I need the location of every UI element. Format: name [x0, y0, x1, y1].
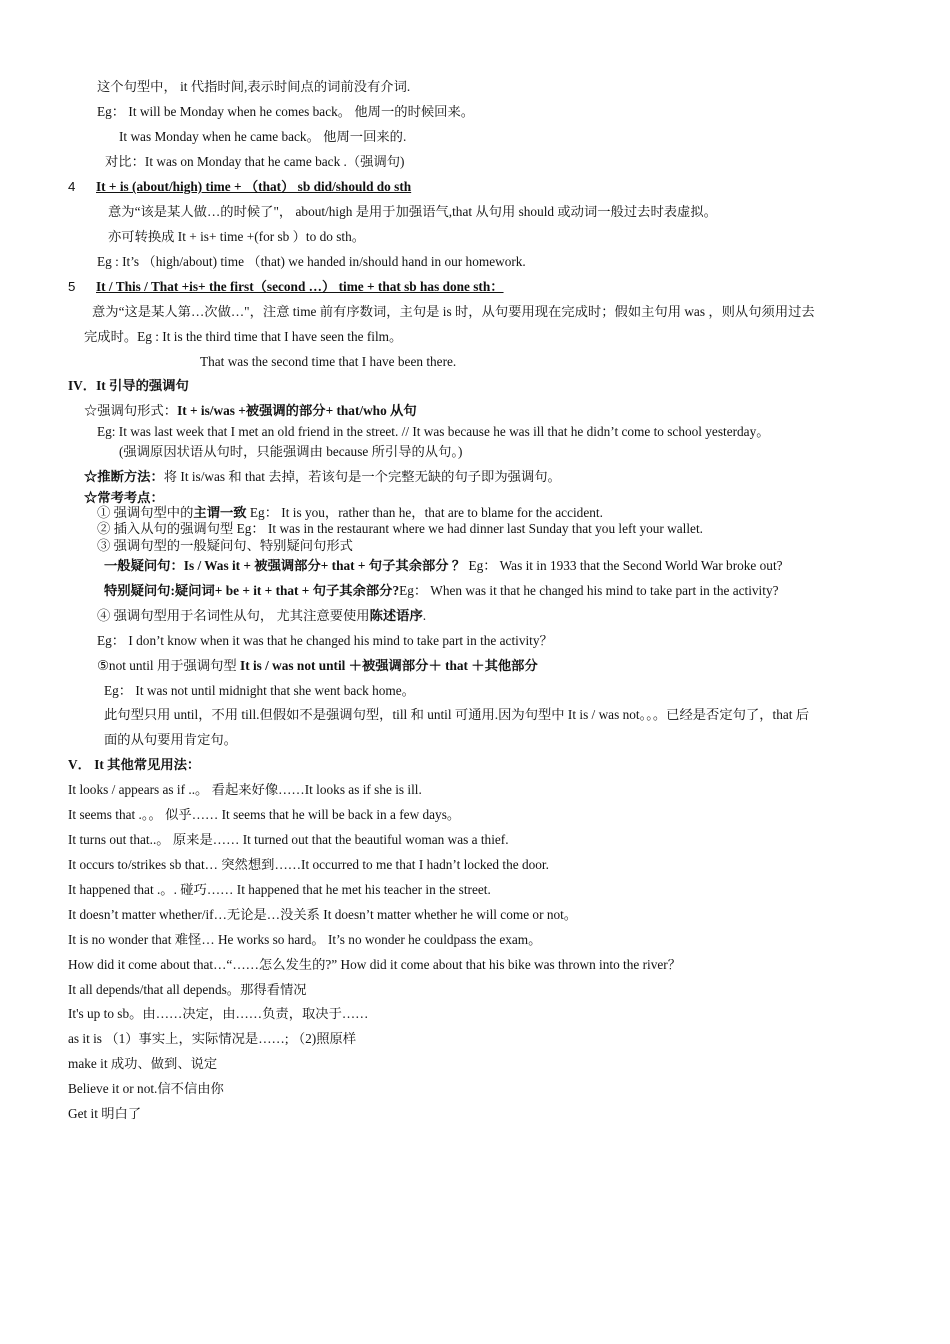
keyword: 主谓一致 [193, 505, 247, 520]
label: ☆推断方法： [84, 469, 164, 484]
section-heading-iv: IV．It 引导的强调句 [68, 378, 189, 393]
text-line: 对比：It was on Monday that he came back .（强调句) [105, 154, 405, 169]
text-line: ③ 强调句型的一般疑问句、特别疑问句形式 [97, 538, 353, 553]
text-line: It doesn’t matter whether/if…无论是…没关系 It doesn’t matter whether he will come or not。 [68, 907, 578, 922]
text: ① 强调句型中的 [97, 505, 194, 520]
section-heading-4 [68, 178, 411, 196]
text-line: It seems that .。。 似乎…… It seems that he will be back in a few days。 [68, 807, 461, 822]
section-heading-5 [68, 278, 504, 296]
text-line: Eg： It was not until midnight that she went back home。 [104, 683, 415, 698]
keyword: 陈述语序 [369, 608, 423, 623]
text-line: 意为“该是某人做…的时候了"， about/high 是用于加强语气,that 从句用 should 或动词一般过去时表虚拟。 [108, 204, 717, 219]
text: ④ 强调句型用于名词性从句， 尤其注意要使用 [97, 608, 370, 623]
pattern: 一般疑问句：Is / Was it + 被强调部分+ that + 句子其余部分 ？ [104, 558, 466, 573]
text-line: It happened that .。. 碰巧…… It happened that he met his teacher in the street. [68, 882, 491, 897]
example: Eg： Was it in 1933 that the Second World War broke out? [465, 558, 783, 573]
section-title: It / This / That +is+ the first（second …） time + that sb has done sth： [96, 279, 504, 294]
text-line: ② 插入从句的强调句型 Eg： It was in the restaurant where we had dinner last Sunday that you left your wallet. [97, 521, 703, 536]
text-line: as it is （1）事实上，实际情况是……; （2)照原样 [68, 1031, 357, 1046]
text: . [422, 608, 427, 623]
text-line: 面的从句要用肯定句。 [104, 732, 237, 747]
text-line [97, 657, 538, 675]
text-line: 完成时。Eg : It is the third time that I have seen the film。 [84, 329, 403, 344]
text-line: It is no wonder that 难怪… He works so hard。 It’s no wonder he couldpass the exam。 [68, 932, 542, 947]
text: Eg： It is you，rather than he，that are to blame for the accident. [246, 505, 603, 520]
text-line: 亦可转换成 It + is+ time +(for sb ）to do sth。 [108, 229, 366, 244]
text-line: That was the second time that I have been there. [200, 354, 457, 369]
text-line: It all depends/that all depends。那得看情况 [68, 982, 307, 997]
section-title: It + is (about/high) time + （that） sb did/should do sth [96, 179, 412, 194]
text-line: Eg： I don’t know when it was that he changed his mind to take part in the activity？ [97, 633, 553, 648]
section-number: 5 [68, 279, 76, 294]
text-line: ☆常考考点： [84, 490, 164, 505]
text-line [97, 607, 426, 625]
text-line [84, 468, 561, 486]
section-number: 4 [68, 179, 76, 194]
text-line: How did it come about that…“……怎么发生的?” How did it come about that his bike was thrown into the river？ [68, 957, 682, 972]
text-line [84, 402, 417, 420]
text: 将 It is/was 和 that 去掉，若该句是一个完整无缺的句子即为强调句。 [163, 469, 561, 484]
text-line [104, 557, 783, 575]
text-line: make it 成功、做到、说定 [68, 1056, 218, 1071]
text-line: (强调原因状语从句时，只能强调由 because 所引导的从句。) [119, 444, 463, 459]
pattern: It is / was not until ＋被强调部分＋ that ＋其他部分 [240, 658, 538, 673]
text-line: Eg： It will be Monday when he comes back。 他周一的时候回来。 [97, 104, 475, 119]
section-heading-v: V． It 其他常见用法： [68, 757, 201, 772]
text-line: Get it 明白了 [68, 1106, 142, 1121]
text-line: It was Monday when he came back。 他周一回来的. [119, 129, 407, 144]
text-line: Eg : It’s （high/about) time （that) we handed in/should hand in our homework. [97, 254, 526, 269]
text-line: It turns out that..。 原来是…… It turned out that the beautiful woman was a thief. [68, 832, 509, 847]
text-line [104, 582, 779, 600]
text-line: 此句型只用 until，不用 till.但假如不是强调句型，till 和 until 可通用.因为句型中 It is / was not。。。已经是否定句了，that 后 [104, 707, 810, 722]
text-line: Eg: It was last week that I met an old friend in the street. // It was because he was ill that he didn’t come to school yesterday。 [97, 424, 770, 439]
text-line: It's up to sb。由……决定，由……负责，取决于…… [68, 1006, 369, 1021]
text: ⑤not until 用于强调句型 [97, 658, 241, 673]
text-line: It occurs to/strikes sb that… 突然想到……It occurred to me that I hadn’t locked the door. [68, 857, 549, 872]
example: Eg： When was it that he changed his mind to take part in the activity? [399, 583, 779, 598]
pattern: 特别疑问句:疑问词+ be + it + that + 句子其余部分? [104, 583, 400, 598]
text-line: It looks / appears as if ..。 看起来好像……It looks as if she is ill. [68, 782, 422, 797]
text-line: 这个句型中， it 代指时间,表示时间点的词前没有介词. [97, 79, 411, 94]
text-line: 意为“这是某人第…次做…"，注意 time 前有序数词，主句是 is 时，从句要用现在完成时；假如主句用 was ，则从句须用过去 [92, 304, 815, 319]
text-line: Believe it or not.信不信由你 [68, 1081, 224, 1096]
label: ☆强调句形式： [84, 403, 178, 418]
pattern: It + is/was +被强调的部分+ that/who 从句 [177, 403, 417, 418]
